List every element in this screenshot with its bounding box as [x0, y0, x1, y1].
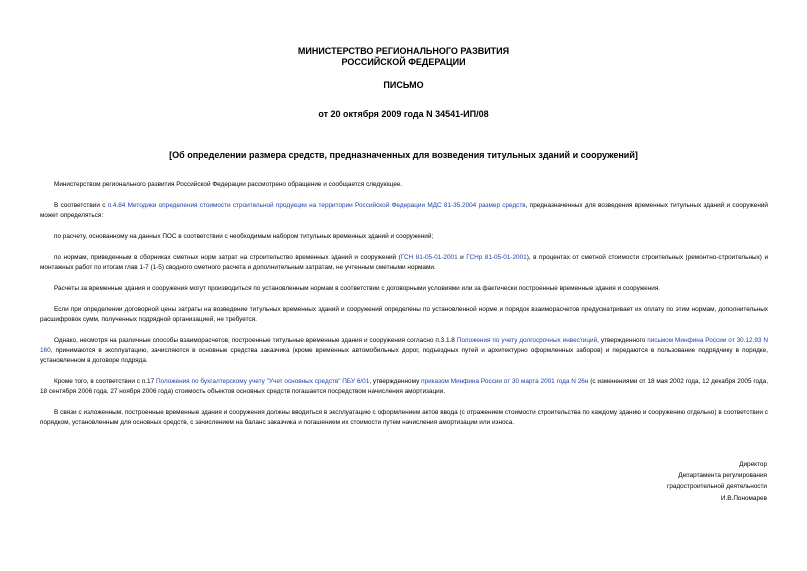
paragraph-6-text: Если при определении договорной цены затраты на возведение титульных временных зданий и сооружений определены по установленной норме и порядок взаиморасчетов предусматривает их оплату по этим нормам, дополнительных расшифровок сумм, полученных подрядной организацией, не требуется. [40, 306, 768, 323]
doc-type-heading: ПИСЬМО [383, 80, 424, 90]
paragraph-3-text: по расчету, основанному на данных ПОС в соответствии с необходимым набором титульных временных зданий и сооружений; [54, 233, 434, 240]
minfin-order-link[interactable]: приказом Минфина России от 30 марта 2001 года N 26н [421, 378, 589, 385]
paragraph-2 [40, 201, 768, 221]
paragraph-8-text-a: Кроме того, в соответствии с п.17 [54, 378, 156, 385]
paragraph-2-text-b: , предназначенных для возведения временных титульных зданий и сооружений может определяться: [40, 202, 768, 219]
paragraph-8-text-c: (с изменениями от 18 мая 2002 года, 12 декабря 2005 года, 18 сентября 2006 года, 27 ноября 2006 года) стоимость объектов основных средств погашается посредством начисления амортизации. [40, 378, 768, 395]
paragraph-7-text-a: Однако, несмотря на различные способы взаиморасчетов, построенные титульные временные здания и сооружения согласно п.3.1.8 [54, 337, 457, 344]
paragraph-6 [40, 305, 768, 325]
date-number-heading: от 20 октября 2009 года N 34541-ИП/08 [318, 109, 489, 119]
signature-position: Директор [739, 461, 767, 468]
paragraph-3 [40, 232, 768, 242]
gsn-link[interactable]: ГСН 81-05-01-2001 [400, 254, 458, 261]
ministry-line-1: МИНИСТЕРСТВО РЕГИОНАЛЬНОГО РАЗВИТИЯ [297, 46, 510, 56]
paragraph-8 [40, 377, 768, 397]
subject-heading: [Об определении размера средств, предназначенных для возведения титульных зданий и сооружений] [169, 150, 638, 160]
paragraph-4-text-a: по нормам, приведенным в сборниках сметных норм затрат на строительство временных зданий и сооружений ( [54, 254, 401, 261]
ministry-heading [0, 46, 807, 68]
paragraph-4 [40, 253, 768, 273]
paragraph-9 [40, 408, 768, 428]
paragraph-8-text-b: , утвержденному [369, 378, 422, 385]
paragraph-9-text: В связи с изложенным, построенные временные здания и сооружения должны вводиться в эксплуатацию с оформлением актов ввода (с отражением стоимости строительства по каждому зданию и сооружению отдельно) в соответствии с порядком, установленным для основных средств, с зачислением на баланс заказчика и погашением их стоимости путем начисления амортизации или износа. [40, 409, 768, 426]
methodology-link[interactable]: п.4.84 Методики определения стоимости строительной продукции на территории Российской Федерации МДС 81-35.2004 размер средств [107, 202, 526, 209]
signature-block [667, 459, 767, 504]
paragraph-7 [40, 336, 768, 366]
signature-department-2: градостроительной деятельности [667, 483, 767, 491]
paragraph-7-text-c: , принимаются в эксплуатацию, зачисляются в основные средства заказчика (кроме временных автомобильных дорог, подъездных путей и архитектурно оформленных заборов) и передаются в пользование подрядчику в порядке, установленном в договоре подряда. [40, 347, 768, 364]
paragraph-5 [40, 284, 768, 294]
minfin-letter-link[interactable]: письмом Минфина России от 30.12.93 N 160 [40, 337, 768, 354]
paragraph-1 [40, 180, 768, 190]
pbu-link[interactable]: Положения по бухгалтерскому учету "Учет основных средств" ПБУ 6/01 [155, 378, 370, 385]
signature-department: Департамента регулирования [678, 472, 767, 480]
investment-regulation-link[interactable]: Положения по учету долгосрочных инвестиций [456, 337, 598, 344]
paragraph-7-text-b: , утвержденного [597, 337, 648, 344]
paragraph-4-text-c: ), в процентах от сметной стоимости строительных (ремонтно-строительных) и монтажных работ по итогам глав 1-7 (1-5) сводного сметного расчета и дополнительным затратам, не учтенным сметными нормами. [40, 254, 769, 271]
paragraph-2-text-a: В соответствии с [54, 202, 108, 209]
paragraph-4-text-b: и [457, 254, 467, 261]
paragraph-1-text: Министерством регионального развития Российской Федерации рассмотрено обращение и сообщается следующее. [54, 181, 403, 188]
paragraph-5-text: Расчеты за временные здания и сооружения могут производиться по установленным нормам в соответствии с договорными условиями или за фактически построенные временные здания и сооружения. [54, 285, 661, 292]
gsnr-link[interactable]: ГСНр 81-05-01-2001 [466, 254, 527, 261]
signature-name: И.В.Пономарев [720, 494, 767, 502]
ministry-line-2: РОССИЙСКОЙ ФЕДЕРАЦИИ [341, 57, 466, 67]
